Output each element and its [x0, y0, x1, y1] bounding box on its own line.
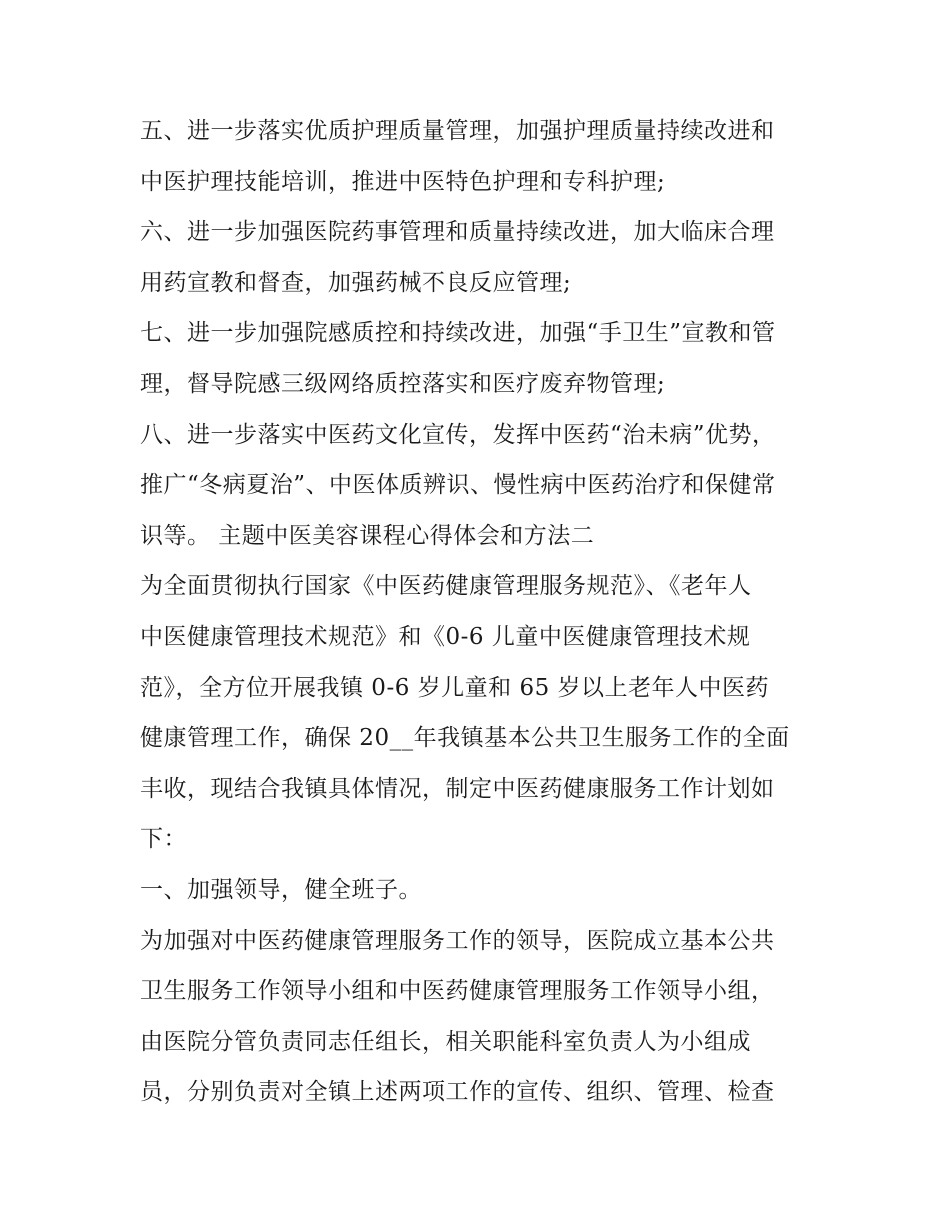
text-line: 六、进一步加强医院药事管理和质量持续改进，加大临床合理	[140, 219, 775, 246]
text-line: 为加强对中医药健康管理服务工作的领导，医院成立基本公共	[140, 927, 775, 954]
text-line: 为全面贯彻执行国家《中医药健康管理服务规范》、《老年人	[140, 573, 752, 600]
text-line: 五、进一步落实优质护理质量管理，加强护理质量持续改进和	[140, 118, 775, 144]
text-line: 中医护理技能培训，推进中医特色护理和专科护理;	[140, 168, 666, 195]
text-line: 员，分别负责对全镇上述两项工作的宣传、组织、管理、检查	[140, 1079, 775, 1106]
text-line: 识等。 主题中医美容课程心得体会和方法二	[140, 522, 595, 549]
text-line: 用药宣教和督查，加强药械不良反应管理;	[140, 269, 572, 296]
text-line: 八、进一步落实中医药文化宣传，发挥中医药“治未病”优势，	[140, 421, 776, 448]
text-line: 理，督导院感三级网络质控落实和医疗废弃物管理;	[140, 370, 666, 397]
text-line: 下：	[140, 826, 187, 853]
text-line: 丰收，现结合我镇具体情况，制定中医药健康服务工作计划如	[140, 775, 775, 802]
text-line: 范》，全方位开展我镇 0-6 岁儿童和 65 岁以上老年人中医药	[140, 674, 770, 701]
document-body	[140, 106, 820, 1118]
section-heading: 一、加强领导，健全班子。	[140, 876, 422, 903]
text-line: 中医健康管理技术规范》和《0-6 儿童中医健康管理技术规	[140, 623, 751, 650]
text-line: 卫生服务工作领导小组和中医药健康管理服务工作领导小组，	[140, 978, 775, 1005]
text-line: 七、进一步加强院感质控和持续改进，加强“手卫生”宣教和管	[140, 320, 776, 347]
text-line: 推广“冬病夏治”、中医体质辨识、慢性病中医药治疗和保健常	[140, 472, 776, 499]
text-line: 健康管理工作，确保 20__年我镇基本公共卫生服务工作的全面	[140, 725, 790, 752]
text-line: 由医院分管负责同志任组长，相关职能科室负责人为小组成	[140, 1028, 751, 1055]
